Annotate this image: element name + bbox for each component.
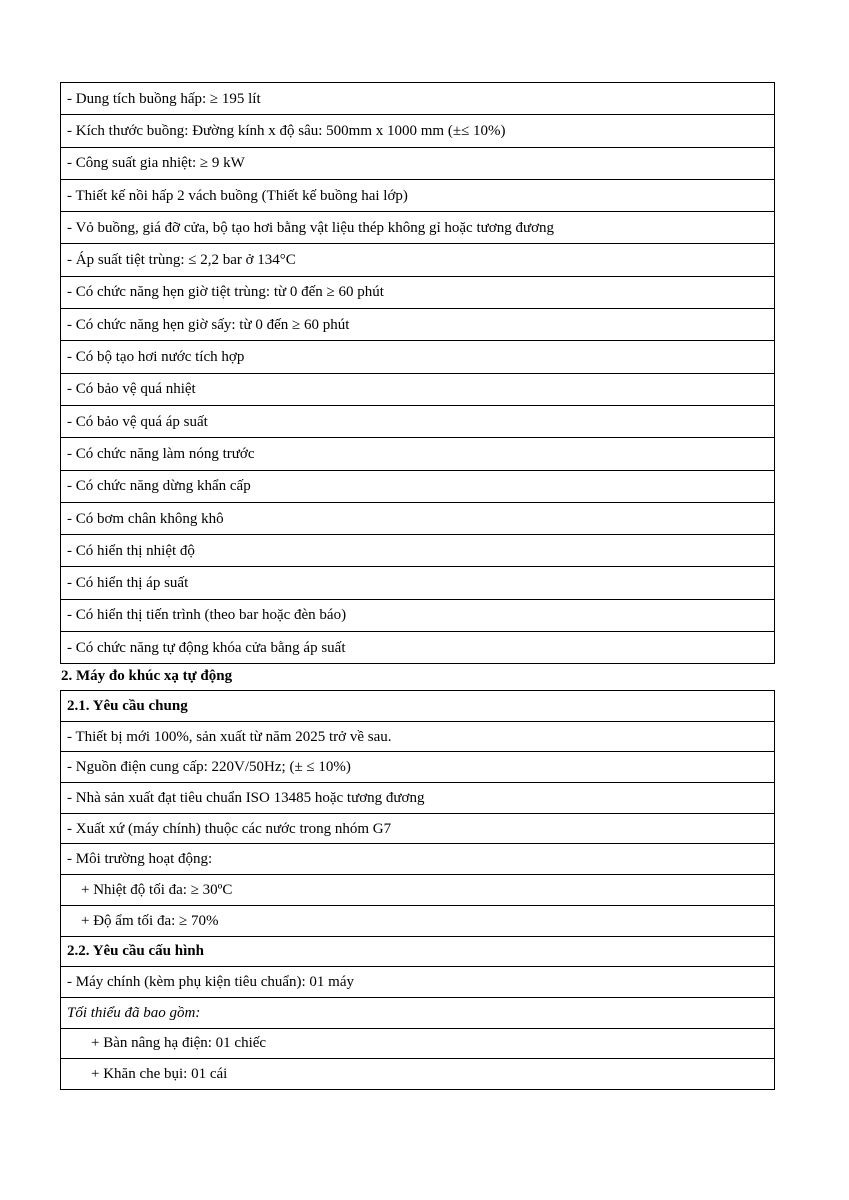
spec-cell: - Có bảo vệ quá nhiệt (61, 373, 775, 405)
table-row (61, 997, 775, 1028)
table-row (61, 502, 775, 534)
minimum-note: Tối thiểu đã bao gồm: (61, 997, 775, 1028)
table-row (61, 212, 775, 244)
table-row (61, 691, 775, 722)
table-row (61, 875, 775, 906)
table-row (61, 405, 775, 437)
table-row (61, 309, 775, 341)
table-row (61, 905, 775, 936)
table-row (61, 783, 775, 814)
subsection-heading: 2.1. Yêu cầu chung (61, 691, 775, 722)
spec-cell: - Nhà sản xuất đạt tiêu chuẩn ISO 13485 hoặc tương đương (61, 783, 775, 814)
table-row (61, 967, 775, 998)
spec-cell: - Kích thước buồng: Đường kính x độ sâu: 500mm x 1000 mm (±≤ 10%) (61, 115, 775, 147)
table-row (61, 844, 775, 875)
table-row (61, 1028, 775, 1059)
table-row (61, 373, 775, 405)
spec-subcell: + Bàn nâng hạ điện: 01 chiếc (61, 1028, 775, 1059)
spec-cell: - Có bơm chân không khô (61, 502, 775, 534)
spec-subcell: + Khăn che bụi: 01 cái (61, 1059, 775, 1090)
spec-cell: - Có bảo vệ quá áp suất (61, 405, 775, 437)
subsection-heading: 2.2. Yêu cầu cấu hình (61, 936, 775, 967)
spec-cell: - Có chức năng hẹn giờ sấy: từ 0 đến ≥ 60 phút (61, 309, 775, 341)
spec-cell: - Có chức năng làm nóng trước (61, 438, 775, 470)
table-row (61, 147, 775, 179)
table-row (61, 535, 775, 567)
table-row (61, 752, 775, 783)
section-heading: 2. Máy đo khúc xạ tự động (61, 668, 233, 684)
spec-cell: - Dung tích buồng hấp: ≥ 195 lít (61, 83, 775, 115)
spec-cell: - Thiết kế nồi hấp 2 vách buồng (Thiết kế buồng hai lớp) (61, 179, 775, 211)
table-row (61, 632, 775, 664)
table-row (61, 244, 775, 276)
table-row (61, 83, 775, 115)
table-row (61, 341, 775, 373)
autoclave-spec-table (60, 82, 775, 664)
table-row (61, 438, 775, 470)
table-row (61, 276, 775, 308)
spec-cell: - Có bộ tạo hơi nước tích hợp (61, 341, 775, 373)
spec-cell: - Có hiển thị áp suất (61, 567, 775, 599)
spec-cell: - Công suất gia nhiệt: ≥ 9 kW (61, 147, 775, 179)
spec-subcell: + Nhiệt độ tối đa: ≥ 30ºC (61, 875, 775, 906)
spec-cell: - Xuất xứ (máy chính) thuộc các nước trong nhóm G7 (61, 813, 775, 844)
spec-cell: - Có hiển thị tiến trình (theo bar hoặc đèn báo) (61, 599, 775, 631)
spec-cell: - Vỏ buồng, giá đỡ cửa, bộ tạo hơi bằng vật liệu thép không gỉ hoặc tương đương (61, 212, 775, 244)
spec-cell: - Áp suất tiệt trùng: ≤ 2,2 bar ở 134°C (61, 244, 775, 276)
table-row (61, 470, 775, 502)
spec-cell: - Nguồn điện cung cấp: 220V/50Hz; (± ≤ 10%) (61, 752, 775, 783)
spec-cell: - Có chức năng tự động khóa cửa bằng áp suất (61, 632, 775, 664)
table-row (61, 813, 775, 844)
refractometer-spec-table (60, 690, 775, 1090)
spec-cell: - Môi trường hoạt động: (61, 844, 775, 875)
table-row (61, 599, 775, 631)
table-row (61, 115, 775, 147)
table-row (61, 179, 775, 211)
table-row (61, 936, 775, 967)
spec-cell: - Thiết bị mới 100%, sản xuất từ năm 2025 trở về sau. (61, 721, 775, 752)
spec-cell: - Có hiển thị nhiệt độ (61, 535, 775, 567)
table-row (61, 567, 775, 599)
spec-cell: - Máy chính (kèm phụ kiện tiêu chuẩn): 01 máy (61, 967, 775, 998)
table-row (61, 1059, 775, 1090)
spec-cell: - Có chức năng hẹn giờ tiệt trùng: từ 0 đến ≥ 60 phút (61, 276, 775, 308)
spec-cell: - Có chức năng dừng khẩn cấp (61, 470, 775, 502)
spec-subcell: + Độ ẩm tối đa: ≥ 70% (61, 905, 775, 936)
table-row (61, 721, 775, 752)
